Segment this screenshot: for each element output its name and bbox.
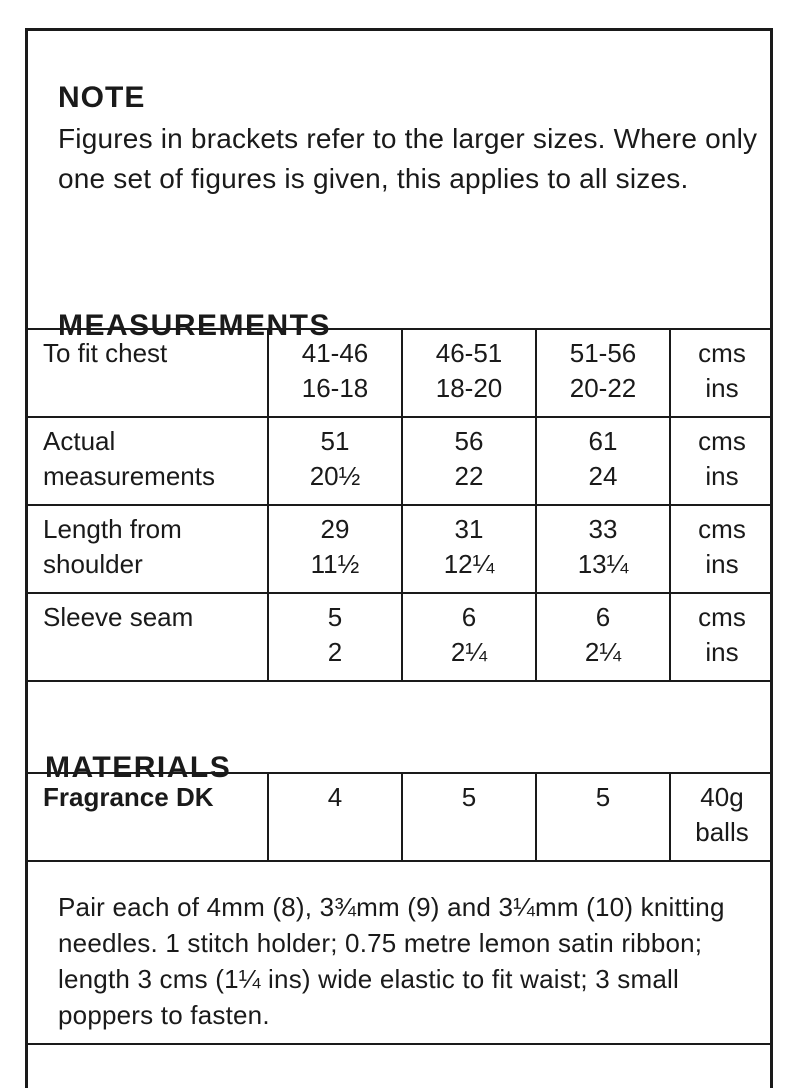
cell-line: Length from <box>43 514 182 544</box>
unit-cell <box>670 505 773 593</box>
table-row <box>28 329 773 417</box>
table-row <box>28 417 773 505</box>
value-cell <box>536 417 670 505</box>
cell-line: 29 <box>320 514 350 544</box>
cell-line: 20-22 <box>569 373 637 403</box>
unit-cell <box>670 417 773 505</box>
cell-line: 61 <box>588 426 618 456</box>
table-row <box>28 593 773 681</box>
cell-line: 6 <box>595 602 611 632</box>
cell-line: cms <box>698 514 746 544</box>
cell-line: 20½ <box>309 461 361 491</box>
value-cell <box>268 417 402 505</box>
value-cell <box>402 329 536 417</box>
cell-line: ins <box>705 549 739 579</box>
pattern-info-panel <box>25 28 773 1088</box>
value-cell <box>268 329 402 417</box>
materials-table <box>28 772 773 862</box>
quantity-cell: 5 <box>402 773 536 861</box>
row-label <box>28 329 268 417</box>
cell-line: Sleeve seam <box>43 602 194 632</box>
value-cell <box>268 593 402 681</box>
quantity-cell: 5 <box>536 773 670 861</box>
cell-line: 33 <box>588 514 618 544</box>
unit-cell <box>670 329 773 417</box>
cell-line: ins <box>705 373 739 403</box>
cell-line: 2¼ <box>584 637 622 667</box>
measurements-table <box>28 328 773 682</box>
cell-line: 18-20 <box>435 373 503 403</box>
materials-heading: MATERIALS <box>45 751 232 784</box>
cell-line: 5 <box>327 602 343 632</box>
value-cell <box>536 593 670 681</box>
cell-line: 22 <box>454 461 484 491</box>
note-heading: NOTE <box>58 81 146 114</box>
cell-line: 41-46 <box>301 338 369 368</box>
cell-line: 51-56 <box>569 338 637 368</box>
value-cell <box>536 329 670 417</box>
cell-line: 16-18 <box>301 373 369 403</box>
cell-line: Actual <box>43 426 116 456</box>
cell-line: shoulder <box>43 549 143 579</box>
cell-line: 2 <box>327 637 343 667</box>
row-label <box>28 593 268 681</box>
row-label <box>28 505 268 593</box>
value-cell <box>402 505 536 593</box>
materials-text: Pair each of 4mm (8), 3¾mm (9) and 3¼mm (10) knitting needles. 1 stitch holder; 0.75 metre lemon satin ribbon; length 3 cms (1¼ ins) wide elastic to fit waist; 3 small poppers to fasten. <box>58 892 725 1030</box>
cell-line: ins <box>705 637 739 667</box>
table-row <box>28 773 773 861</box>
table-row <box>28 505 773 593</box>
value-cell <box>536 505 670 593</box>
row-label <box>28 417 268 505</box>
cell-line: 12¼ <box>443 549 495 579</box>
cell-line: 46-51 <box>435 338 503 368</box>
cell-line: 11½ <box>310 549 360 579</box>
quantity-cell: 4 <box>268 773 402 861</box>
cell-line: To fit chest <box>43 338 168 368</box>
cell-line: 6 <box>461 602 477 632</box>
value-cell <box>402 417 536 505</box>
unit-line: balls <box>695 817 749 847</box>
note-section <box>58 81 778 199</box>
cell-line: 51 <box>320 426 350 456</box>
unit-cell <box>670 593 773 681</box>
cell-line: cms <box>698 338 746 368</box>
cell-line: 13¼ <box>577 549 629 579</box>
yarn-name: Fragrance DK <box>28 773 268 861</box>
cell-line: 24 <box>588 461 618 491</box>
measurements-heading: MEASUREMENTS <box>58 309 332 342</box>
cell-line: cms <box>698 602 746 632</box>
note-text: Figures in brackets refer to the larger sizes. Where only one set of figures is given, this applies to all sizes. <box>58 123 758 194</box>
value-cell <box>268 505 402 593</box>
unit-line: 40g <box>700 782 744 812</box>
cell-line: 56 <box>454 426 484 456</box>
divider <box>28 1043 773 1045</box>
cell-line: cms <box>698 426 746 456</box>
unit-cell <box>670 773 773 861</box>
value-cell <box>402 593 536 681</box>
cell-line: measurements <box>43 461 215 491</box>
cell-line: ins <box>705 461 739 491</box>
cell-line: 31 <box>454 514 484 544</box>
cell-line: 2¼ <box>450 637 488 667</box>
